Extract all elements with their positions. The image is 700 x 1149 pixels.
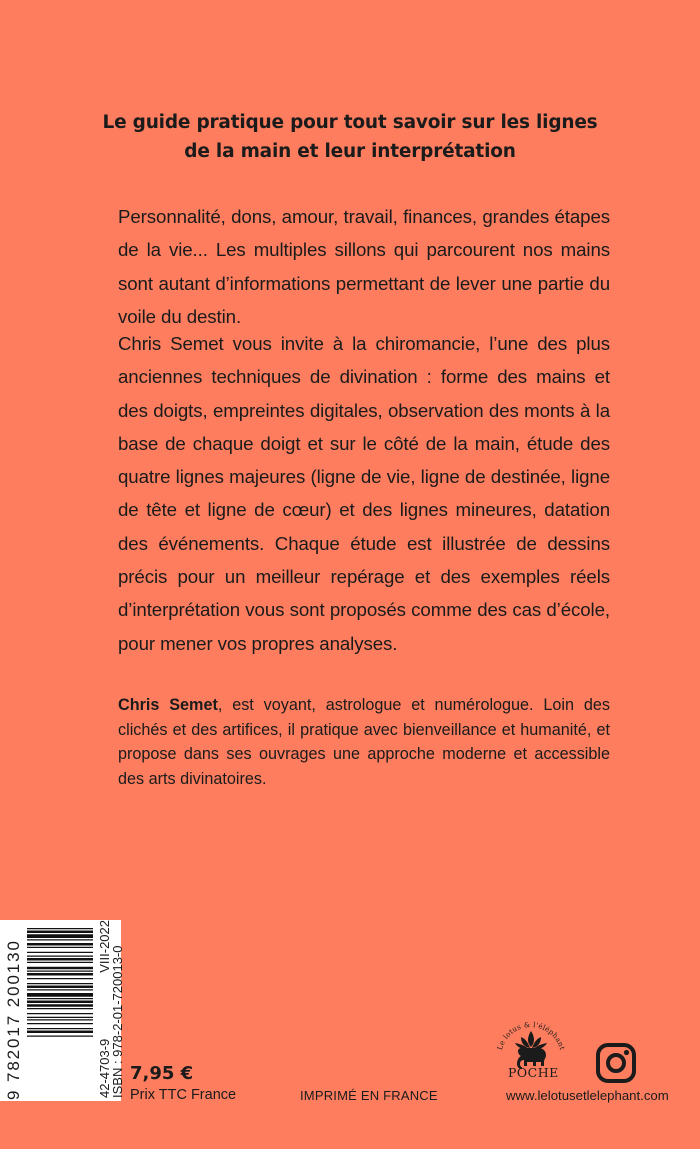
logo-ring-text: Le lotus & l'éléphant [495, 1020, 567, 1051]
barcode-bar [27, 993, 93, 997]
intro-paragraph: Personnalité, dons, amour, travail, finances, grandes étapes de la vie... Les multiples sillons qui parcourent nos mains sont autant d’informations permettant de lever une partie du voile du destin. [118, 206, 610, 327]
barcode-bar [27, 1023, 93, 1024]
collection-label: POCHE [508, 1065, 559, 1080]
headline [60, 108, 640, 166]
barcode-bar [27, 931, 93, 934]
barcode-bar [27, 978, 93, 979]
isbn: ISBN : 978-2-01-720013-0 [110, 945, 125, 1098]
author-bio-text: , est voyant, astrologue et numérologue. Loin des clichés et des artifices, il pratique avec bienveillance et humanité, et propose dans ses ouvrages une approche moderne et accessible des arts divinatoires. [118, 696, 610, 788]
barcode-bar [27, 958, 93, 961]
barcode-bar [27, 1013, 93, 1014]
barcode-bar [27, 983, 93, 984]
barcode-bar [27, 943, 93, 946]
print-date: VIII-2022 [97, 920, 112, 973]
barcode-bar [27, 1008, 93, 1009]
barcode-bar [27, 952, 93, 953]
barcode-bar [27, 986, 93, 989]
product-reference: 42-4703-9 [97, 1038, 112, 1098]
author-name: Chris Semet [118, 696, 218, 714]
instagram-icon[interactable] [595, 1042, 637, 1084]
headline-line-2: de la main et leur interprétation [184, 141, 516, 162]
price-label: Prix TTC France [130, 1087, 237, 1103]
barcode-bar [27, 1031, 93, 1034]
barcode-bar [27, 947, 93, 948]
barcode-bar [27, 939, 93, 940]
author-bio [118, 693, 610, 791]
price: 7,95 € [130, 1063, 194, 1084]
barcode-bar [27, 967, 93, 970]
barcode-bar [27, 1004, 93, 1007]
barcode-bar [27, 973, 93, 976]
publisher-website-link[interactable]: www.lelotusetlelephant.com [506, 1088, 669, 1103]
barcode-digits: 9 782017 200130 [4, 939, 23, 1100]
barcode-bar [27, 934, 93, 938]
barcode-bar [27, 1028, 93, 1029]
barcode-bar [27, 971, 93, 972]
barcode-bar [27, 989, 93, 990]
headline-line-1: Le guide pratique pour tout savoir sur les lignes [102, 112, 598, 133]
description-paragraph: Chris Semet vous invite à la chiromancie, l’une des plus anciennes techniques de divination : forme des mains et des doigts, empreintes digitales, observation des monts à la base de chaque doigt et sur le côté de la main, étude des quatre lignes majeures (ligne de vie, ligne de destinée, ligne de tête et ligne de cœur) et des lignes mineures, datation des événements. Chaque étude est illustrée de dessins précis pour un meilleur repérage et des exemples réels d’interprétation vous sont proposés comme des cas d’école, pour mener vos propres analyses. [118, 333, 610, 654]
barcode-bar [27, 928, 93, 929]
barcode-bar [27, 998, 93, 999]
printed-in-france: IMPRIMÉ EN FRANCE [300, 1088, 438, 1103]
barcode-bar [27, 1019, 93, 1020]
barcode-bar [27, 962, 93, 963]
barcode-bar [27, 1017, 93, 1018]
barcode-bar [27, 1036, 93, 1037]
barcode-bar [27, 1001, 93, 1004]
barcode-bar [27, 956, 93, 957]
